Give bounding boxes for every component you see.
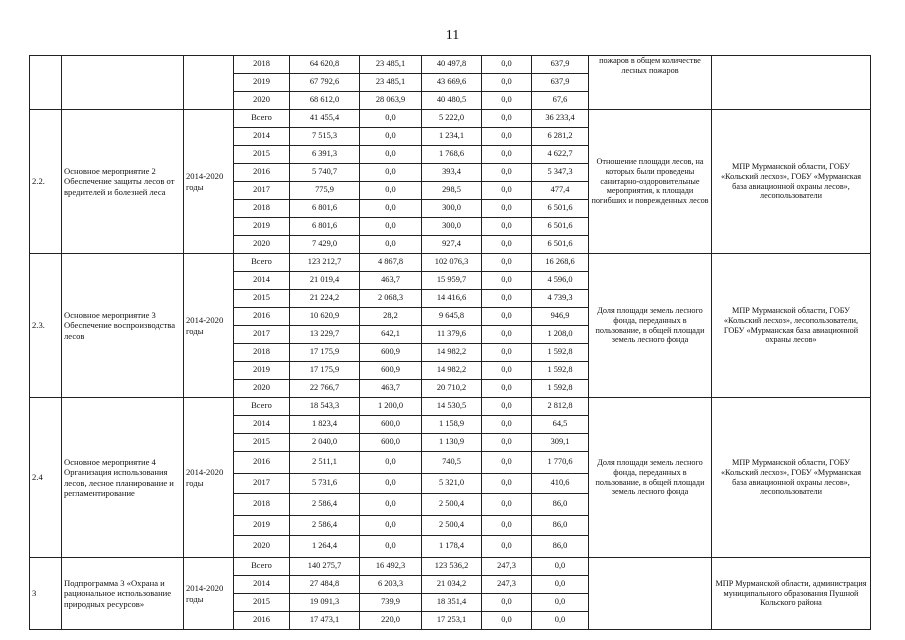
value-cell: 0,0 — [532, 594, 589, 612]
value-cell: 86,0 — [532, 536, 589, 558]
value-cell: 1 823,4 — [290, 416, 360, 434]
value-cell: 0,0 — [482, 164, 532, 182]
year-cell: 2019 — [234, 362, 290, 380]
measure-name-cell: Подпрограмма 3 «Охрана и рациональное использование природных ресурсов» — [62, 558, 184, 630]
value-cell: 43 669,6 — [422, 74, 482, 92]
value-cell: 6 501,6 — [532, 236, 589, 254]
value-cell: 11 379,6 — [422, 326, 482, 344]
value-cell: 0,0 — [482, 200, 532, 218]
executor-cell: МПР Мурманской области, ГОБУ «Кольский лесхоз», лесопользователи, ГОБУ «Мурманская база авиационной охраны лесов» — [712, 254, 871, 398]
value-cell: 23 485,1 — [360, 56, 422, 74]
value-cell: 0,0 — [360, 200, 422, 218]
value-cell: 27 484,8 — [290, 576, 360, 594]
value-cell: 0,0 — [360, 218, 422, 236]
value-cell: 1 592,8 — [532, 380, 589, 398]
value-cell: 0,0 — [482, 416, 532, 434]
value-cell: 68 612,0 — [290, 92, 360, 110]
year-cell: 2016 — [234, 164, 290, 182]
value-cell: 0,0 — [482, 594, 532, 612]
budget-table — [29, 55, 871, 630]
value-cell: 463,7 — [360, 380, 422, 398]
value-cell: 21 034,2 — [422, 576, 482, 594]
value-cell: 20 710,2 — [422, 380, 482, 398]
value-cell: 300,0 — [422, 218, 482, 236]
value-cell: 14 416,6 — [422, 290, 482, 308]
measure-name-cell — [62, 56, 184, 110]
value-cell: 5 731,6 — [290, 474, 360, 494]
value-cell: 637,9 — [532, 56, 589, 74]
year-cell: 2014 — [234, 128, 290, 146]
value-cell: 86,0 — [532, 494, 589, 516]
period-cell — [184, 56, 234, 110]
value-cell: 298,5 — [422, 182, 482, 200]
table-row — [30, 558, 871, 576]
year-cell: 2018 — [234, 344, 290, 362]
period-cell: 2014-2020 годы — [184, 110, 234, 254]
value-cell: 0,0 — [482, 536, 532, 558]
value-cell: 2 040,0 — [290, 434, 360, 452]
value-cell: 6 801,6 — [290, 200, 360, 218]
value-cell: 123 536,2 — [422, 558, 482, 576]
value-cell: 1 768,6 — [422, 146, 482, 164]
year-cell: 2015 — [234, 290, 290, 308]
value-cell: 13 229,7 — [290, 326, 360, 344]
value-cell: 2 812,8 — [532, 398, 589, 416]
year-cell: 2015 — [234, 594, 290, 612]
value-cell: 64,5 — [532, 416, 589, 434]
value-cell: 16 268,6 — [532, 254, 589, 272]
value-cell: 220,0 — [360, 612, 422, 630]
value-cell: 0,0 — [482, 308, 532, 326]
year-cell: Всего — [234, 110, 290, 128]
value-cell: 0,0 — [532, 576, 589, 594]
value-cell: 0,0 — [360, 452, 422, 474]
value-cell: 0,0 — [482, 272, 532, 290]
value-cell: 0,0 — [360, 182, 422, 200]
page-number: 11 — [445, 28, 460, 43]
value-cell: 946,9 — [532, 308, 589, 326]
year-cell: 2016 — [234, 452, 290, 474]
value-cell: 0,0 — [482, 182, 532, 200]
value-cell: 86,0 — [532, 516, 589, 536]
indicator-cell: Отношение площади лесов, на которых были проведены санитарно-оздоровительные мероприятия, к площади погибших и поврежденных лесов — [589, 110, 712, 254]
value-cell: 28 063,9 — [360, 92, 422, 110]
value-cell: 18 351,4 — [422, 594, 482, 612]
value-cell: 2 586,4 — [290, 516, 360, 536]
value-cell: 2 586,4 — [290, 494, 360, 516]
value-cell: 637,9 — [532, 74, 589, 92]
indicator-cell: пожаров в общем количестве лесных пожаров — [589, 56, 712, 110]
value-cell: 17 473,1 — [290, 612, 360, 630]
value-cell: 4 867,8 — [360, 254, 422, 272]
value-cell: 17 175,9 — [290, 362, 360, 380]
year-cell: 2018 — [234, 200, 290, 218]
year-cell: 2018 — [234, 494, 290, 516]
value-cell: 0,0 — [482, 516, 532, 536]
value-cell: 0,0 — [482, 56, 532, 74]
value-cell: 40 480,5 — [422, 92, 482, 110]
value-cell: 41 455,4 — [290, 110, 360, 128]
value-cell: 2 068,3 — [360, 290, 422, 308]
value-cell: 1 130,9 — [422, 434, 482, 452]
value-cell: 0,0 — [532, 558, 589, 576]
value-cell: 0,0 — [482, 362, 532, 380]
row-number-cell: 3 — [30, 558, 62, 630]
value-cell: 6 501,6 — [532, 218, 589, 236]
value-cell: 740,5 — [422, 452, 482, 474]
value-cell: 40 497,8 — [422, 56, 482, 74]
year-cell: 2016 — [234, 308, 290, 326]
period-cell: 2014-2020 годы — [184, 558, 234, 630]
row-number-cell: 2.4 — [30, 398, 62, 558]
row-number-cell: 2.2. — [30, 110, 62, 254]
value-cell: 0,0 — [482, 612, 532, 630]
value-cell: 1 208,0 — [532, 326, 589, 344]
value-cell: 7 429,0 — [290, 236, 360, 254]
value-cell: 17 175,9 — [290, 344, 360, 362]
value-cell: 6 281,2 — [532, 128, 589, 146]
value-cell: 67 792,6 — [290, 74, 360, 92]
value-cell: 0,0 — [482, 74, 532, 92]
year-cell: 2020 — [234, 92, 290, 110]
value-cell: 1 178,4 — [422, 536, 482, 558]
value-cell: 0,0 — [482, 290, 532, 308]
value-cell: 0,0 — [360, 110, 422, 128]
value-cell: 0,0 — [482, 92, 532, 110]
year-cell: 2016 — [234, 612, 290, 630]
value-cell: 18 543,3 — [290, 398, 360, 416]
row-number-cell — [30, 56, 62, 110]
year-cell: 2014 — [234, 272, 290, 290]
row-number-cell: 2.3. — [30, 254, 62, 398]
value-cell: 0,0 — [482, 326, 532, 344]
value-cell: 64 620,8 — [290, 56, 360, 74]
value-cell: 600,9 — [360, 344, 422, 362]
year-cell: Всего — [234, 558, 290, 576]
value-cell: 1 200,0 — [360, 398, 422, 416]
year-cell: 2019 — [234, 218, 290, 236]
indicator-cell: Доля площади земель лесного фонда, переданных в пользование, в общей площади земель лесного фонда — [589, 254, 712, 398]
value-cell: 21 019,4 — [290, 272, 360, 290]
year-cell: 2019 — [234, 74, 290, 92]
value-cell: 0,0 — [482, 110, 532, 128]
year-cell: 2015 — [234, 146, 290, 164]
year-cell: Всего — [234, 398, 290, 416]
year-cell: 2017 — [234, 474, 290, 494]
value-cell: 0,0 — [360, 146, 422, 164]
value-cell: 775,9 — [290, 182, 360, 200]
value-cell: 0,0 — [482, 474, 532, 494]
value-cell: 0,0 — [482, 452, 532, 474]
value-cell: 4 739,3 — [532, 290, 589, 308]
value-cell: 247,3 — [482, 576, 532, 594]
year-cell: 2014 — [234, 576, 290, 594]
value-cell: 9 645,8 — [422, 308, 482, 326]
value-cell: 309,1 — [532, 434, 589, 452]
table-body — [30, 56, 871, 630]
measure-name-cell: Основное мероприятие 4 Организация использования лесов, лесное планирование и регламентирование — [62, 398, 184, 558]
value-cell: 739,9 — [360, 594, 422, 612]
value-cell: 0,0 — [482, 218, 532, 236]
indicator-cell: Доля площади земель лесного фонда, переданных в пользование, в общей площади земель лесного фонда — [589, 398, 712, 558]
value-cell: 140 275,7 — [290, 558, 360, 576]
value-cell: 14 982,2 — [422, 344, 482, 362]
value-cell: 0,0 — [482, 146, 532, 164]
value-cell: 22 766,7 — [290, 380, 360, 398]
value-cell: 14 982,2 — [422, 362, 482, 380]
value-cell: 1 264,4 — [290, 536, 360, 558]
value-cell: 21 224,2 — [290, 290, 360, 308]
value-cell: 0,0 — [360, 474, 422, 494]
value-cell: 247,3 — [482, 558, 532, 576]
value-cell: 6 203,3 — [360, 576, 422, 594]
value-cell: 5 740,7 — [290, 164, 360, 182]
year-cell: 2015 — [234, 434, 290, 452]
value-cell: 0,0 — [482, 236, 532, 254]
value-cell: 0,0 — [360, 164, 422, 182]
value-cell: 477,4 — [532, 182, 589, 200]
value-cell: 14 530,5 — [422, 398, 482, 416]
period-cell: 2014-2020 годы — [184, 398, 234, 558]
value-cell: 16 492,3 — [360, 558, 422, 576]
period-cell: 2014-2020 годы — [184, 254, 234, 398]
table-row — [30, 56, 871, 74]
year-cell: 2017 — [234, 326, 290, 344]
value-cell: 67,6 — [532, 92, 589, 110]
year-cell: Всего — [234, 254, 290, 272]
year-cell: 2018 — [234, 56, 290, 74]
year-cell: 2020 — [234, 236, 290, 254]
value-cell: 4 622,7 — [532, 146, 589, 164]
value-cell: 2 500,4 — [422, 494, 482, 516]
value-cell: 102 076,3 — [422, 254, 482, 272]
value-cell: 0,0 — [360, 236, 422, 254]
value-cell: 19 091,3 — [290, 594, 360, 612]
table-row — [30, 110, 871, 128]
value-cell: 600,0 — [360, 416, 422, 434]
value-cell: 0,0 — [482, 128, 532, 146]
value-cell: 927,4 — [422, 236, 482, 254]
measure-name-cell: Основное мероприятие 3 Обеспечение воспроизводства лесов — [62, 254, 184, 398]
value-cell: 600,9 — [360, 362, 422, 380]
value-cell: 123 212,7 — [290, 254, 360, 272]
year-cell: 2014 — [234, 416, 290, 434]
value-cell: 0,0 — [482, 494, 532, 516]
value-cell: 6 501,6 — [532, 200, 589, 218]
value-cell: 410,6 — [532, 474, 589, 494]
value-cell: 0,0 — [482, 254, 532, 272]
value-cell: 393,4 — [422, 164, 482, 182]
measure-name-cell: Основное мероприятие 2 Обеспечение защиты лесов от вредителей и болезней леса — [62, 110, 184, 254]
executor-cell: МПР Мурманской области, администрация муниципального образования Пушной Кольского района — [712, 558, 871, 630]
year-cell: 2019 — [234, 516, 290, 536]
value-cell: 5 347,3 — [532, 164, 589, 182]
year-cell: 2020 — [234, 380, 290, 398]
value-cell: 17 253,1 — [422, 612, 482, 630]
value-cell: 0,0 — [360, 516, 422, 536]
value-cell: 4 596,0 — [532, 272, 589, 290]
value-cell: 600,0 — [360, 434, 422, 452]
value-cell: 1 234,1 — [422, 128, 482, 146]
value-cell: 463,7 — [360, 272, 422, 290]
value-cell: 0,0 — [482, 380, 532, 398]
value-cell: 0,0 — [532, 612, 589, 630]
value-cell: 5 222,0 — [422, 110, 482, 128]
indicator-cell — [589, 558, 712, 630]
value-cell: 15 959,7 — [422, 272, 482, 290]
value-cell: 1 592,8 — [532, 344, 589, 362]
value-cell: 1 770,6 — [532, 452, 589, 474]
value-cell: 5 321,0 — [422, 474, 482, 494]
value-cell: 0,0 — [360, 536, 422, 558]
table-row — [30, 398, 871, 416]
executor-cell: МПР Мурманской области, ГОБУ «Кольский лесхоз», ГОБУ «Мурманская база авиационной охраны лесов», лесопользователи — [712, 110, 871, 254]
value-cell: 6 801,6 — [290, 218, 360, 236]
value-cell: 642,1 — [360, 326, 422, 344]
value-cell: 0,0 — [482, 434, 532, 452]
value-cell: 23 485,1 — [360, 74, 422, 92]
year-cell: 2017 — [234, 182, 290, 200]
value-cell: 0,0 — [360, 494, 422, 516]
executor-cell: МПР Мурманской области, ГОБУ «Кольский лесхоз», ГОБУ «Мурманская база авиационной охраны лесов», лесопользователи — [712, 398, 871, 558]
value-cell: 2 500,4 — [422, 516, 482, 536]
value-cell: 1 592,8 — [532, 362, 589, 380]
value-cell: 300,0 — [422, 200, 482, 218]
value-cell: 1 158,9 — [422, 416, 482, 434]
value-cell: 0,0 — [482, 398, 532, 416]
value-cell: 2 511,1 — [290, 452, 360, 474]
table-row — [30, 254, 871, 272]
value-cell: 0,0 — [360, 128, 422, 146]
value-cell: 28,2 — [360, 308, 422, 326]
value-cell: 0,0 — [482, 344, 532, 362]
value-cell: 6 391,3 — [290, 146, 360, 164]
executor-cell — [712, 56, 871, 110]
year-cell: 2020 — [234, 536, 290, 558]
value-cell: 10 620,9 — [290, 308, 360, 326]
value-cell: 7 515,3 — [290, 128, 360, 146]
value-cell: 36 233,4 — [532, 110, 589, 128]
